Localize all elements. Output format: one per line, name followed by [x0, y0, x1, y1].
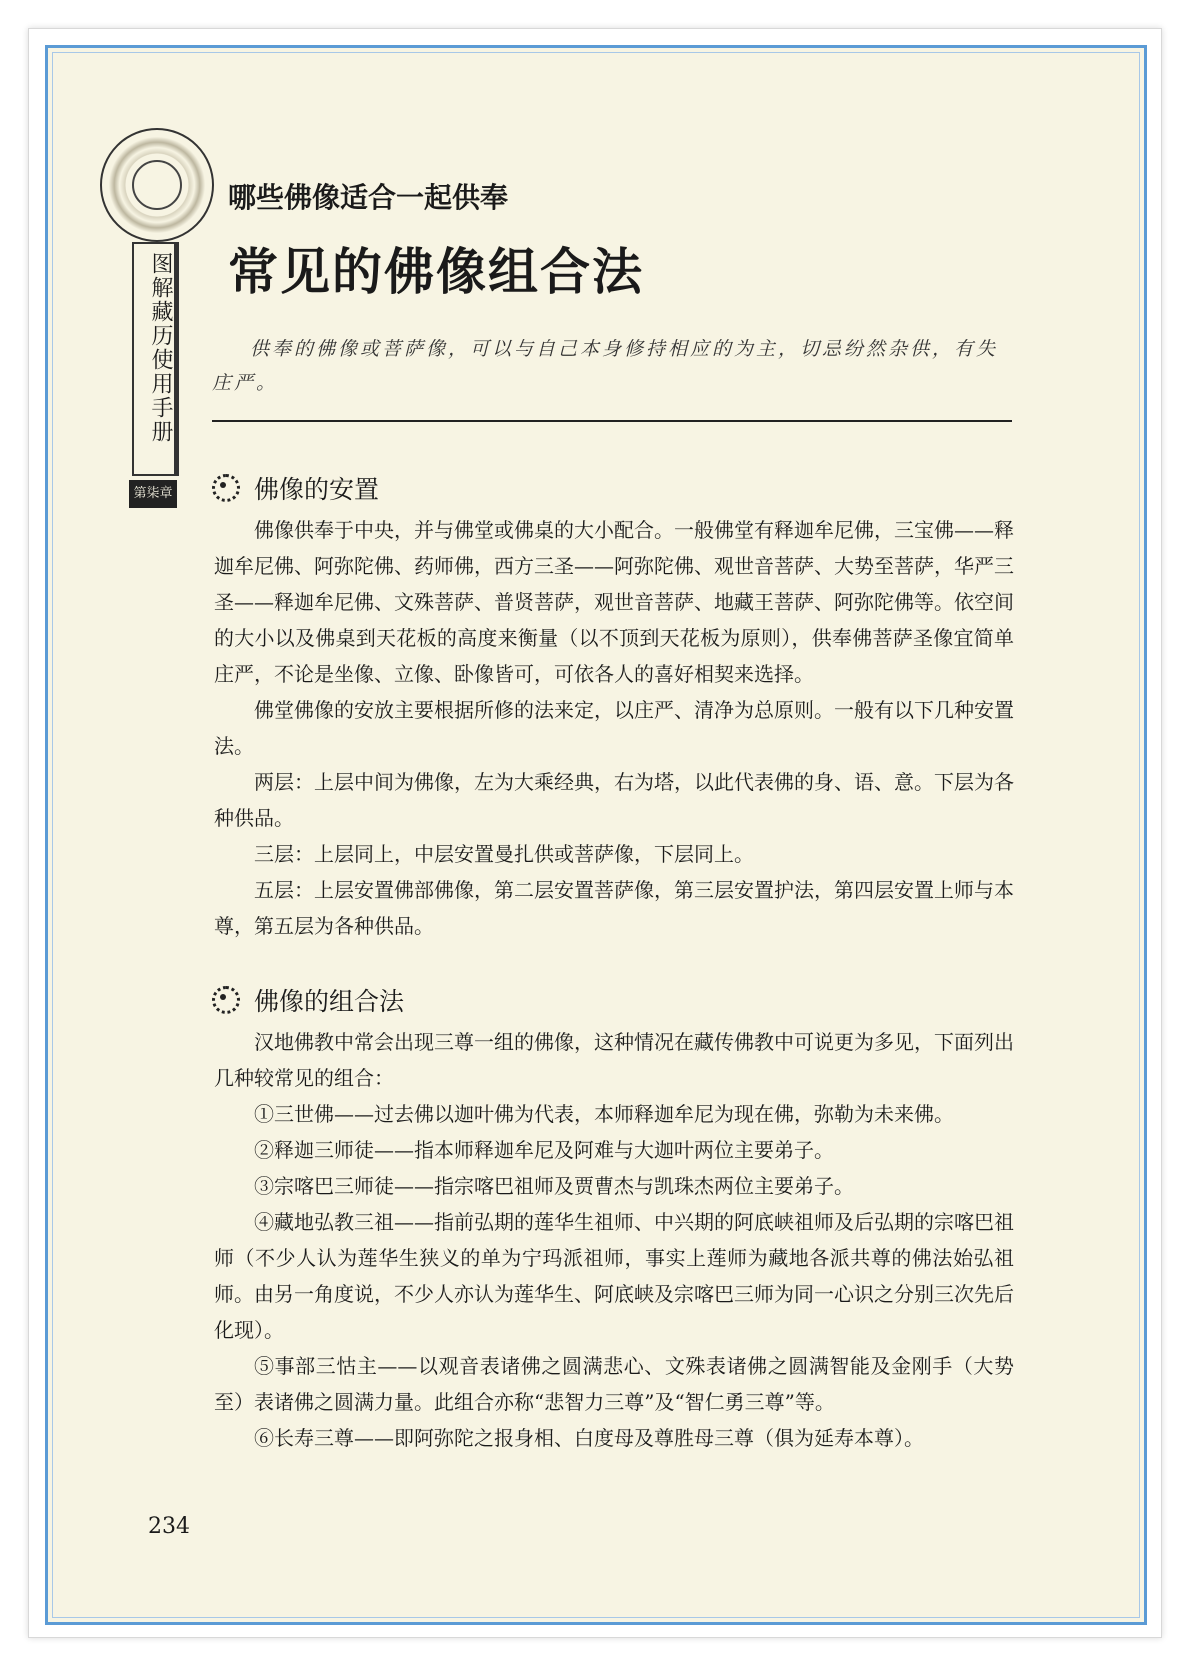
section-heading-combinations: [212, 982, 404, 1018]
paragraph: 佛像供奉于中央，并与佛堂或佛桌的大小配合。一般佛堂有释迦牟尼佛，三宝佛——释迦牟尼佛、阿弥陀佛、药师佛，西方三圣——阿弥陀佛、观世音菩萨、大势至菩萨，华严三圣——释迦牟尼佛、文殊菩萨、普贤菩萨，观世音菩萨、地藏王菩萨、阿弥陀佛等。依空间的大小以及佛桌到天花板的高度来衡量（以不顶到天花板为原则），供奉佛菩萨圣像宜简单庄严，不论是坐像、立像、卧像皆可，可依各人的喜好相契来选择。: [214, 518, 1014, 686]
book-spine-label: [132, 242, 176, 476]
section-body-combinations: [214, 1024, 1014, 1456]
paragraph: 佛堂佛像的安放主要根据所修的法来定，以庄严、清净为总原则。一般有以下几种安置法。: [214, 698, 1014, 758]
page-number: 234: [148, 1514, 190, 1539]
list-item: ⑤事部三怙主——以观音表诸佛之圆满悲心、文殊表诸佛之圆满智能及金刚手（大势至）表诸佛之圆满力量。此组合亦称“悲智力三尊”及“智仁勇三尊”等。: [214, 1354, 1014, 1414]
page-subtitle: 哪些佛像适合一起供奉: [228, 181, 509, 214]
chapter-tag: 第柒章: [129, 480, 177, 508]
dharma-wheel-icon: [212, 474, 240, 502]
list-item: ②释迦三师徒——指本师释迦牟尼及阿难与大迦叶两位主要弟子。: [254, 1138, 834, 1162]
list-item: ③宗喀巴三师徒——指宗喀巴祖师及贾曹杰与凯珠杰两位主要弟子。: [254, 1174, 854, 1198]
section-body-placement: [214, 512, 1014, 944]
section-heading-text: 佛像的安置: [254, 475, 380, 504]
divider: [212, 420, 1012, 422]
list-item: ①三世佛——过去佛以迦叶佛为代表，本师释迦牟尼为现在佛，弥勒为未来佛。: [254, 1102, 954, 1126]
list-item: ⑥长寿三尊——即阿弥陀之报身相、白度母及尊胜母三尊（俱为延寿本尊）。: [254, 1426, 924, 1450]
paragraph: 汉地佛教中常会出现三尊一组的佛像，这种情况在藏传佛教中可说更为多见，下面列出几种较常见的组合：: [214, 1030, 1014, 1090]
decorative-medallion-icon: [100, 128, 214, 242]
paragraph: 两层：上层中间为佛像，左为大乘经典，右为塔，以此代表佛的身、语、意。下层为各种供品。: [214, 770, 1014, 830]
section-heading-placement: [212, 470, 379, 506]
section-heading-text: 佛像的组合法: [254, 987, 405, 1016]
paragraph: 三层：上层同上，中层安置曼扎供或菩萨像，下层同上。: [254, 842, 754, 866]
dharma-wheel-icon: [212, 986, 240, 1014]
paragraph: 五层：上层安置佛部佛像，第二层安置菩萨像，第三层安置护法，第四层安置上师与本尊，第五层为各种供品。: [214, 878, 1014, 938]
book-title-vertical: 图解藏历使用手册: [148, 252, 173, 444]
list-item: ④藏地弘教三祖——指前弘期的莲华生祖师、中兴期的阿底峡祖师及后弘期的宗喀巴祖师（不少人认为莲华生狭义的单为宁玛派祖师，事实上莲师为藏地各派共尊的佛法始弘祖师。由另一角度说，不少人亦认为莲华生、阿底峡及宗喀巴三师为同一心识之分别三次先后化现）。: [214, 1210, 1014, 1342]
intro-paragraph: 供奉的佛像或菩萨像，可以与自己本身修持相应的为主，切忌纷然杂供，有失庄严。: [212, 338, 999, 394]
page-title: 常见的佛像组合法: [228, 242, 644, 301]
